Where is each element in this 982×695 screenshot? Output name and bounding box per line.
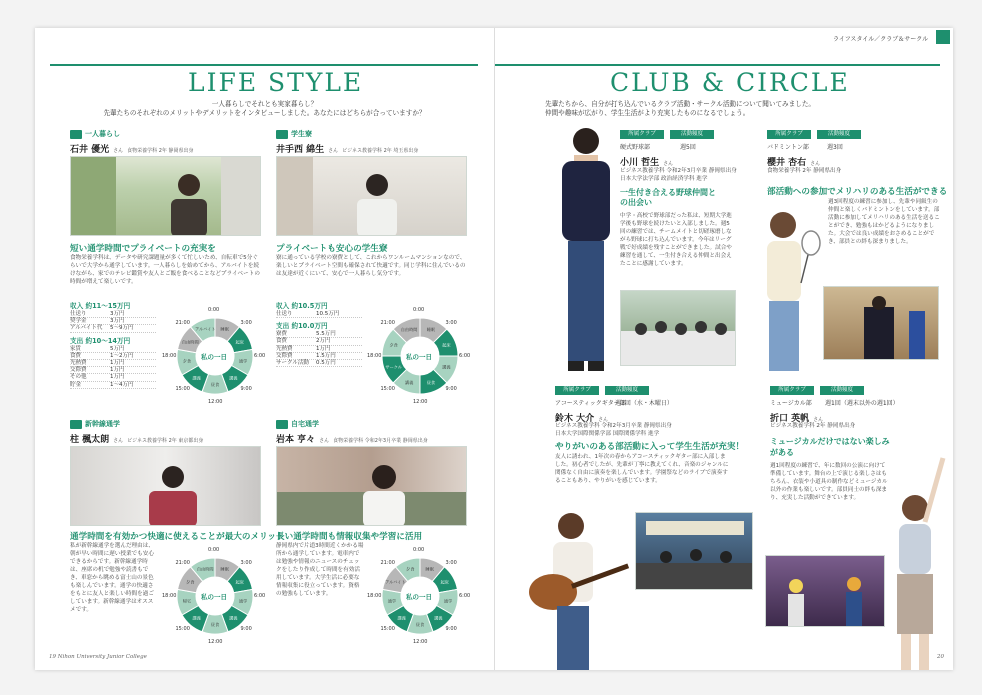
schedule-hour-label: 9:00 bbox=[445, 625, 457, 632]
schedule-slice-label: 通学 bbox=[238, 358, 248, 364]
budget-row: サークル活動 0.5万円 bbox=[276, 360, 362, 367]
schedule-hour-label: 0:00 bbox=[208, 307, 220, 313]
profile-heading: ミュージカルだけではない楽しみがある bbox=[770, 437, 890, 457]
club-tag: 所属クラブ bbox=[555, 386, 599, 395]
page-folio: 19 Nihon University Junior College bbox=[49, 654, 147, 660]
schedule-hour-label: 6:00 bbox=[459, 353, 471, 359]
team-figures bbox=[621, 291, 736, 366]
schedule-center-label: 私の一日 bbox=[201, 593, 227, 601]
schedule-hour-label: 18:00 bbox=[367, 353, 382, 359]
profile-body: 週1回程度の練習で、年に数回の公演に向けて準備しています。舞台の上で演じる楽しさはもちろん、衣装や小道具の制作などミュージカル以外の作業も楽しいです。部員同士の絆も深まり、充実した活動ができています。 bbox=[770, 463, 888, 501]
schedule-hour-label: 3:00 bbox=[445, 320, 457, 327]
schedule-hour-label: 21:00 bbox=[175, 560, 190, 567]
budget-row: 奨学金 3万円 bbox=[70, 318, 156, 325]
team-figures bbox=[824, 287, 939, 360]
frequency-tag: 活動頻度 bbox=[817, 130, 861, 139]
profile-body: 友人に誘われ、1年次の春からアコースティックギター部に入部しました。初心者でしたが、先輩が丁寧に教えてくれ、音楽のジャンルに関係なく自由に演奏を楽しんでいます。学園祭などのライブで演奏することもあり、やりがいを感じています。 bbox=[555, 454, 729, 484]
right-page-club-circle bbox=[495, 28, 953, 670]
life-style-title: LIFE STYLE bbox=[188, 68, 364, 97]
schedule-slice-label: 自由時間 bbox=[181, 339, 199, 345]
photo-badminton-team bbox=[823, 286, 939, 360]
daily-schedule-chart bbox=[162, 303, 266, 408]
schedule-slice-label: 昼食 bbox=[210, 382, 220, 387]
student-figure bbox=[523, 506, 633, 670]
schedule-slice-label: 講義 bbox=[434, 615, 443, 621]
schedule-slice-label: アルバイト bbox=[385, 579, 406, 585]
profile-body: 週3回程度の練習に参加し、先輩や同級生の仲間と楽しくバドミントンをしています。部活動に参加してメリハリのある生活を送ることができ、勉強もはかどるようになりました。大会では良い成績をおさめることができ、部員との絆も深まりました。 bbox=[828, 199, 940, 245]
schedule-slice-label: 講義 bbox=[192, 375, 201, 381]
club-circle-title: CLUB & CIRCLE bbox=[610, 68, 850, 97]
schedule-slice-label: 自由時間 bbox=[196, 566, 214, 572]
schedule-slice-label: アルバイト bbox=[195, 326, 216, 332]
schedule-center-label: 私の一日 bbox=[406, 353, 432, 361]
schedule-hour-label: 18:00 bbox=[162, 353, 177, 359]
schedule-slice-label: サークル bbox=[385, 364, 402, 370]
schedule-hour-label: 3:00 bbox=[445, 560, 457, 567]
budget-row: 寮費 5.5万円 bbox=[276, 331, 362, 338]
club-tag: 所属クラブ bbox=[620, 130, 664, 139]
schedule-slice-label: 昼食 bbox=[426, 379, 436, 385]
schedule-slice-label: 自由時間 bbox=[400, 327, 418, 333]
budget-row: 仕送り 3万円 bbox=[70, 311, 156, 318]
budget-row: アルバイト代 5〜9万円 bbox=[70, 325, 156, 332]
profile-name: 小川 哲生 さん bbox=[620, 158, 674, 168]
budget-row: 仕送り 10.5万円 bbox=[276, 311, 362, 318]
club-name: 硬式野球部 bbox=[620, 144, 651, 151]
club-frequency: 週1回（週末以外の週1回） bbox=[825, 400, 899, 407]
running-head: ライフスタイル／クラブ＆サークル bbox=[833, 36, 929, 43]
schedule-hour-label: 15:00 bbox=[380, 385, 395, 392]
club-name: アコースティックギター部 bbox=[555, 400, 626, 407]
club-frequency: 週3回（水・木曜日） bbox=[615, 400, 673, 407]
category-dormitory: 学生寮 bbox=[276, 129, 312, 139]
daily-schedule-chart bbox=[367, 543, 471, 648]
schedule-hour-label: 6:00 bbox=[254, 353, 266, 359]
schedule-hour-label: 12:00 bbox=[413, 639, 428, 645]
schedule-slice-label: 夕食 bbox=[186, 579, 195, 585]
profile-meta: ビジネス教養学科 令和2年3月卒業 静岡県出身 日本大学法学部 政治経済学科 進学 bbox=[620, 168, 737, 182]
budget-row: 交際費 1.5万円 bbox=[276, 353, 362, 360]
profile-heading: 部活動への参加でメリハリのある生活ができる bbox=[767, 187, 948, 197]
profile-name: 折口 英帆 さん bbox=[770, 414, 824, 424]
schedule-hour-label: 18:00 bbox=[367, 593, 382, 599]
schedule-slice-label: 講義 bbox=[442, 364, 451, 370]
profile-heading: 一生付き合える野球仲間との出会い bbox=[620, 188, 716, 207]
schedule-hour-label: 0:00 bbox=[413, 307, 425, 313]
guitar-student-photo bbox=[523, 506, 633, 670]
club-tag: 所属クラブ bbox=[767, 130, 811, 139]
schedule-hour-label: 15:00 bbox=[175, 625, 190, 632]
schedule-slice-label: 講義 bbox=[229, 615, 238, 621]
profile-meta: ビジネス教養学科 令和2年3月卒業 静岡県出身 日本大学国際関係学部 国際関係学科 進学 bbox=[555, 423, 672, 437]
schedule-hour-label: 12:00 bbox=[413, 399, 428, 405]
student-figure bbox=[71, 447, 261, 526]
photo-guitar-club-stage bbox=[635, 512, 753, 590]
schedule-slice-label: 講義 bbox=[192, 615, 201, 621]
profile-heading: 短い通学時間でプライベートの充実を bbox=[70, 244, 216, 254]
schedule-hour-label: 9:00 bbox=[445, 385, 457, 392]
club-frequency: 週5回 bbox=[680, 144, 696, 151]
life-style-lead: 一人暮らしでそれとも実家暮らし？ 先輩たちのそれぞれのメリットやデメリットをインタビューしました。あなたにはどちらが合っていますか？ bbox=[103, 100, 426, 117]
schedule-center-label: 私の一日 bbox=[406, 593, 432, 601]
profile-body: 中学・高校で野球部だった私は、短期大学進学後も野球を続けたいと入部しました。週5回の練習では、チームメイトと切磋琢磨しながら野球に打ち込んでいます。今年はリーグ戦で好成績を残すことができました。試合や練習を通して、一生付き合える仲間と出会えたことに感謝しています。 bbox=[620, 213, 732, 267]
schedule-slice-label: 夕食 bbox=[406, 566, 415, 572]
schedule-slice-label: 通学 bbox=[443, 598, 453, 604]
title-rule bbox=[50, 64, 478, 66]
schedule-hour-label: 6:00 bbox=[459, 593, 471, 599]
schedule-hour-label: 18:00 bbox=[162, 593, 177, 599]
budget-table-two: 収入 約10.5万円 仕送り 10.5万円 支出 約10.0万円 寮費 5.5万円 食費 2万円 光熱費 1万円 交際費 1.5万円 サークル活動 0.5万円 bbox=[276, 300, 362, 367]
schedule-slice-label: 夕食 bbox=[182, 358, 192, 364]
profile-name: 柱 楓太朗 さん ビジネス教養学科 2年 東京都出身 bbox=[70, 435, 204, 445]
schedule-hour-label: 15:00 bbox=[175, 385, 190, 392]
budget-row: 光熱費 1万円 bbox=[70, 360, 156, 367]
stage-figures bbox=[636, 513, 753, 590]
schedule-slice-label: 起床 bbox=[235, 339, 244, 345]
profile-heading: 通学時間を有効かつ快適に使えることが最大のメリット bbox=[70, 532, 285, 542]
budget-table-one: 収入 約11〜15万円 仕送り 3万円 奨学金 3万円 アルバイト代 5〜9万円 支出 約10〜14万円 家賃 5万円 食費 1〜2万円 光熱費 1万円 交際費 1万円 その他 1万円 貯金 1〜4万円 bbox=[70, 300, 156, 389]
schedule-slice-label: 帰宅 bbox=[182, 598, 192, 604]
schedule-slice-label: 昼食 bbox=[210, 622, 220, 627]
profile-name: 井手西 綿生 さん ビジネス教養学科 2年 埼玉県出身 bbox=[276, 145, 419, 155]
frequency-tag: 活動頻度 bbox=[820, 386, 864, 395]
profile-heading: 長い通学時間も情報収集や学習に活用 bbox=[276, 532, 423, 542]
schedule-hour-label: 9:00 bbox=[240, 385, 252, 392]
building-icon bbox=[276, 130, 288, 139]
frequency-tag: 活動頻度 bbox=[670, 130, 714, 139]
photo-baseball-team bbox=[620, 290, 736, 366]
profile-meta: 食物栄養学科 2年 静岡県出身 bbox=[767, 168, 842, 174]
train-icon bbox=[70, 420, 82, 429]
club-tag: 所属クラブ bbox=[770, 386, 814, 395]
profile-heading: やりがいのある部活動に入って学生生活が充実！ bbox=[555, 442, 745, 452]
budget-row: 食費 2万円 bbox=[276, 338, 362, 345]
schedule-slice-label: 睡眠 bbox=[426, 327, 436, 333]
profile-name: 鈴木 大介 さん bbox=[555, 414, 609, 424]
profile-name: 岩本 亨々 さん 食物栄養学科 令和2年3月卒業 静岡県出身 bbox=[276, 435, 428, 445]
category-one-person: 一人暮らし bbox=[70, 129, 120, 139]
schedule-slice-label: 昼食 bbox=[415, 622, 425, 627]
photo-musical-stage bbox=[765, 555, 885, 627]
club-name: ミュージカル部 bbox=[770, 400, 812, 407]
profile-body: 寮に通っている学校の寮費として、これからワンルームマンションなので、楽しいとプライベート空間も確保されて快適です。同じ学科に住んでいるのは友達が近くにいて、安心で一人暮らし気分です。 bbox=[276, 255, 466, 277]
budget-row: 貯金 1〜4万円 bbox=[70, 382, 156, 389]
page-folio: 20 bbox=[937, 654, 944, 660]
profile-name: 石井 優光 さん 食物栄養学科 2年 静岡県出身 bbox=[70, 145, 194, 155]
schedule-slice-label: 起床 bbox=[235, 579, 244, 585]
photo-student-campus bbox=[70, 156, 261, 236]
profile-meta: ビジネス教養学科 2年 静岡県出身 bbox=[770, 423, 856, 429]
schedule-hour-label: 21:00 bbox=[380, 560, 395, 567]
schedule-hour-label: 21:00 bbox=[175, 320, 190, 327]
schedule-slice-label: 通学 bbox=[387, 598, 397, 604]
baseball-student-photo bbox=[550, 123, 620, 403]
category-commute-home: 自宅通学 bbox=[276, 419, 319, 429]
schedule-hour-label: 0:00 bbox=[413, 547, 425, 553]
stage-figures bbox=[766, 556, 885, 627]
budget-row: その他 1万円 bbox=[70, 374, 156, 381]
schedule-slice-label: 起床 bbox=[442, 342, 451, 348]
budget-row: 交際費 1万円 bbox=[70, 367, 156, 374]
badminton-student-photo bbox=[753, 203, 823, 373]
schedule-slice-label: 睡眠 bbox=[220, 326, 229, 332]
student-figure bbox=[885, 448, 951, 670]
section-tab bbox=[936, 30, 950, 44]
student-figure bbox=[277, 157, 467, 236]
schedule-hour-label: 3:00 bbox=[240, 320, 252, 327]
schedule-slice-label: 睡眠 bbox=[425, 566, 434, 572]
schedule-hour-label: 3:00 bbox=[240, 560, 252, 567]
home-icon bbox=[276, 420, 288, 429]
profile-body: 食物栄養学科は、データや研究課題量が多くて忙しいため、自転車で5分ぐらいで大学から通学しています。一人暮らしを始めてから、アルバイトを続けながら、家でのテレビ鑑賞や友人とご飯を食べることなどプライベートの時間が増えて楽しいです。 bbox=[70, 255, 260, 285]
schedule-hour-label: 12:00 bbox=[208, 399, 223, 405]
club-circle-lead: 先輩たちから、自分が打ち込んでいるクラブ活動・サークル活動について聞いてみました。 仲間や趣味が広がり、学生生活がより充実したものになるでしょう。 bbox=[545, 100, 816, 117]
schedule-slice-label: 通学 bbox=[238, 598, 248, 604]
schedule-hour-label: 9:00 bbox=[240, 625, 252, 632]
schedule-hour-label: 15:00 bbox=[380, 625, 395, 632]
left-page-life-style bbox=[35, 28, 494, 670]
house-icon bbox=[70, 130, 82, 139]
daily-schedule-chart bbox=[162, 543, 266, 648]
title-rule bbox=[495, 64, 940, 66]
schedule-center-label: 私の一日 bbox=[201, 353, 227, 361]
profile-body: 静岡県内で片道3時間近くかかる場所から通学しています。電車内では勉強や情報のニュースのチェックをしたり作成して時間を有効活用しています。大学生活に必要な情報収集に役立っています。資格の勉強もしています。 bbox=[276, 543, 364, 597]
frequency-tag: 活動頻度 bbox=[605, 386, 649, 395]
student-figure bbox=[277, 447, 467, 526]
student-figure bbox=[71, 157, 261, 236]
profile-body: 私が新幹線通学を選んだ理由は、朝が早い時間に遅い授業でも安心できるからです。新幹線通学時は、座席の机で勉強や読書もでき、車窓から眺める富士山の景色も楽しんでいます。通学の快適さをもとに友人と楽しい時間を過ごしています。新幹線通学はオススメです。 bbox=[70, 543, 154, 613]
schedule-hour-label: 12:00 bbox=[208, 639, 223, 645]
photo-student-dorm bbox=[276, 156, 467, 236]
schedule-hour-label: 0:00 bbox=[208, 547, 220, 553]
photo-student-home bbox=[276, 446, 467, 526]
schedule-slice-label: 講義 bbox=[404, 379, 414, 385]
photo-student-station bbox=[70, 446, 261, 526]
profile-heading: プライベートも安心の学生寮 bbox=[276, 244, 388, 254]
schedule-hour-label: 21:00 bbox=[380, 320, 395, 327]
schedule-slice-label: 講義 bbox=[229, 375, 238, 381]
brochure-spread bbox=[35, 28, 953, 670]
budget-row: 家賃 5万円 bbox=[70, 346, 156, 353]
club-name: バドミントン部 bbox=[767, 144, 809, 151]
schedule-slice-label: 講義 bbox=[397, 615, 406, 621]
schedule-hour-label: 6:00 bbox=[254, 593, 266, 599]
budget-row: 光熱費 1万円 bbox=[276, 346, 362, 353]
profile-name: 櫻井 杏右 さん bbox=[767, 158, 821, 168]
schedule-slice-label: 夕食 bbox=[389, 342, 398, 348]
schedule-slice-label: 起床 bbox=[440, 579, 449, 585]
musical-student-photo bbox=[885, 448, 951, 670]
student-figure bbox=[753, 203, 823, 373]
budget-row: 食費 1〜2万円 bbox=[70, 353, 156, 360]
daily-schedule-chart bbox=[367, 303, 471, 408]
schedule-slice-label: 睡眠 bbox=[220, 566, 229, 572]
student-figure bbox=[550, 123, 620, 403]
category-shinkansen: 新幹線通学 bbox=[70, 419, 120, 429]
club-frequency: 週3回 bbox=[827, 144, 843, 151]
